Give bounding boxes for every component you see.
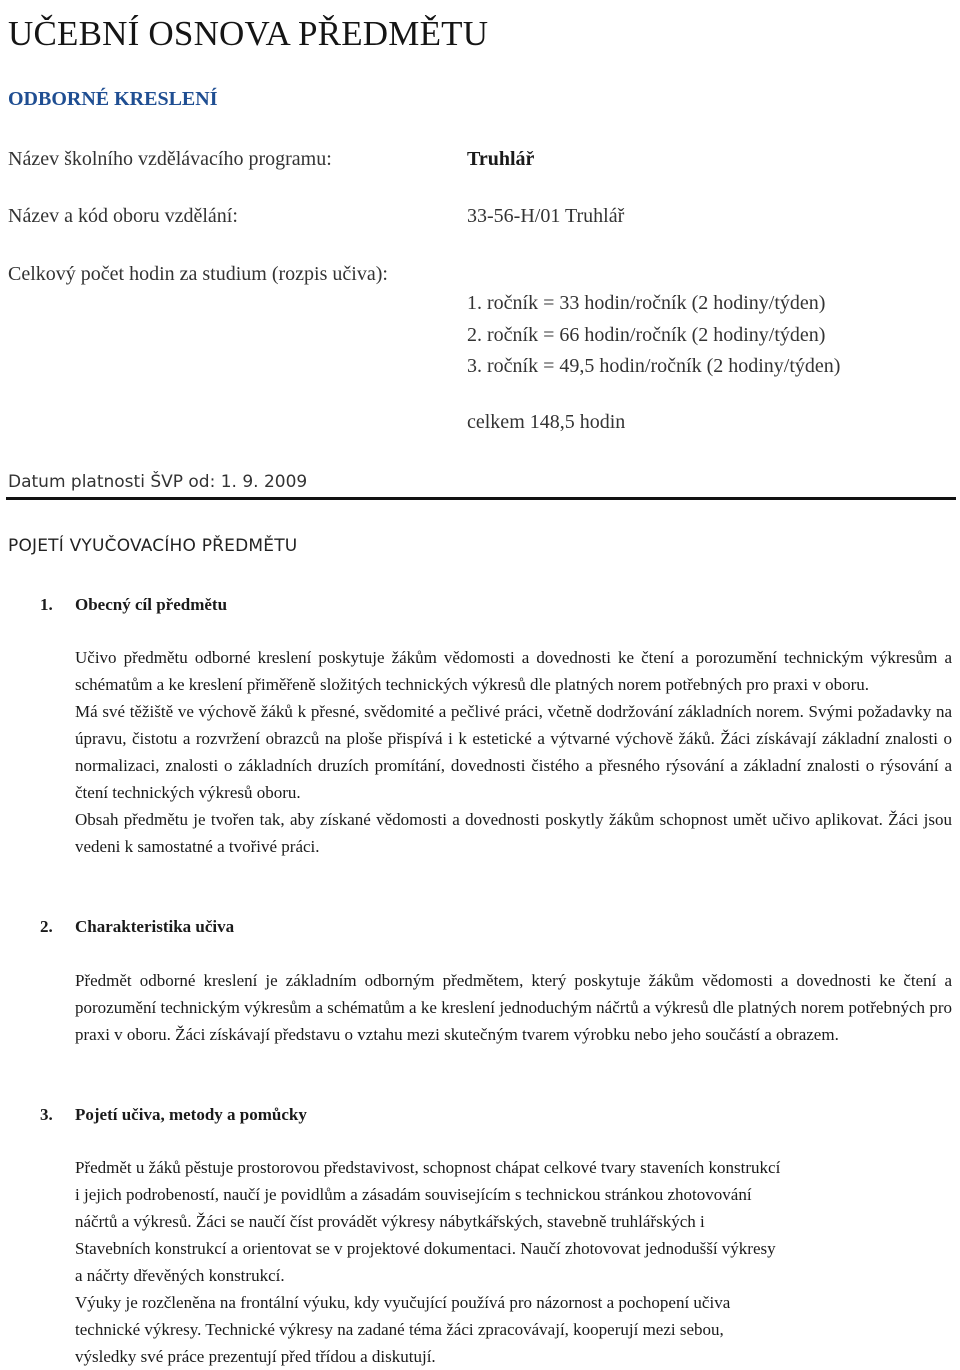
page-title: UČEBNÍ OSNOVA PŘEDMĚTU — [8, 14, 489, 53]
section-3-line: a náčrty dřevěných konstrukcí. — [75, 1266, 285, 1285]
section-2-paragraph: Předmět odborné kreslení je základním odborným předmětem, který poskytuje žákům vědomosti a dovednosti ke čtení a porozumění technickým výkresům a schématům a ke kreslení jednoduchým náčrtů a výkresů dle platných norem potřebných pro praxi v oboru. Žáci získávají představu o vztahu mezi skutečným tvarem výrobku nebo jeho součástí a obrazem. — [75, 971, 952, 1044]
section-3-title: Pojetí učiva, metody a pomůcky — [75, 1105, 307, 1124]
hours-total: celkem 148,5 hodin — [467, 411, 626, 433]
hours-label: Celkový počet hodin za studium (rozpis učiva): — [8, 263, 388, 285]
section-3-line: Předmět u žáků pěstuje prostorovou představivost, schopnost chápat celkové tvary staveních konstrukcí — [75, 1158, 781, 1177]
section-2-title: Charakteristika učiva — [75, 917, 235, 936]
hours-year-3: 3. ročník = 49,5 hodin/ročník (2 hodiny/týden) — [467, 355, 841, 377]
section-3-number: 3. — [40, 1105, 53, 1124]
field-label: Název a kód oboru vzdělání: — [8, 205, 238, 227]
field-value: 33-56-H/01 Truhlář — [467, 205, 625, 227]
section-divider — [6, 497, 956, 500]
hours-year-1: 1. ročník = 33 hodin/ročník (2 hodiny/týden) — [467, 292, 826, 314]
section-1-title: Obecný cíl předmětu — [75, 595, 228, 614]
section-3-line: Stavebních konstrukcí a orientovat se v projektové dokumentaci. Naučí zhotovovat jednodušší výkresy — [75, 1239, 776, 1258]
section-3-line: náčrtů a výkresů. Žáci se naučí číst provádět výkresy nábytkářských, stavebně truhlářských i — [75, 1212, 705, 1231]
section-3-line: i jejich podrobeností, naučí je povidlům a zásadám souvisejícím s technickou stránkou zhotovování — [75, 1185, 752, 1204]
section-3-line: technické výkresy. Technické výkresy na zadané téma žáci zpracovávají, kooperují mezi sebou, — [75, 1320, 724, 1339]
section-3-line: výsledky své práce prezentují před třídou a diskutují. — [75, 1347, 436, 1366]
concept-heading: POJETÍ VYUČOVACÍHO PŘEDMĚTU — [8, 536, 298, 556]
section-1-paragraph: Obsah předmětu je tvořen tak, aby získané vědomosti a dovednosti poskytly žákům schopnost umět učivo aplikovat. Žáci jsou vedeni k samostatné a tvořivé práci. — [75, 810, 952, 856]
subject-name: ODBORNÉ KRESLENÍ — [8, 88, 218, 110]
section-3-line: Výuky je rozčleněna na frontální výuku, kdy vyučující používá pro názornost a pochopení učiva — [75, 1293, 731, 1312]
program-label: Název školního vzdělávacího programu: — [8, 148, 332, 170]
section-1-paragraph: Učivo předmětu odborné kreslení poskytuje žákům vědomosti a dovednosti ke čtení a porozumění technickým výkresům a schématům a ke kreslení přiměřeně složitých technických výkresů dle platných norem potřebných pro praxi v oboru. — [75, 648, 952, 694]
section-1-number: 1. — [40, 595, 53, 614]
hours-year-2: 2. ročník = 66 hodin/ročník (2 hodiny/týden) — [467, 324, 826, 346]
section-1-paragraph: Má své těžiště ve výchově žáků k přesné, svědomité a pečlivé práci, včetně dodržování základních norem. Svými požadavky na úpravu, čistotu a rozvržení obrazců na ploše přispívá i k estetické a výtvarné výchově žáků. Žáci získávají základní znalosti o normalizaci, znalosti o základních druzích promítání, dovednosti čistého a přesného rýsování a základní znalosti o rýsování a čtení technických výkresů oboru. — [75, 702, 952, 802]
section-1-body — [75, 644, 952, 860]
section-2-body — [75, 967, 952, 1048]
section-3-body — [75, 1154, 895, 1370]
program-value: Truhlář — [467, 148, 535, 170]
section-2-number: 2. — [40, 917, 53, 936]
validity-date: Datum platnosti ŠVP od: 1. 9. 2009 — [8, 472, 308, 492]
